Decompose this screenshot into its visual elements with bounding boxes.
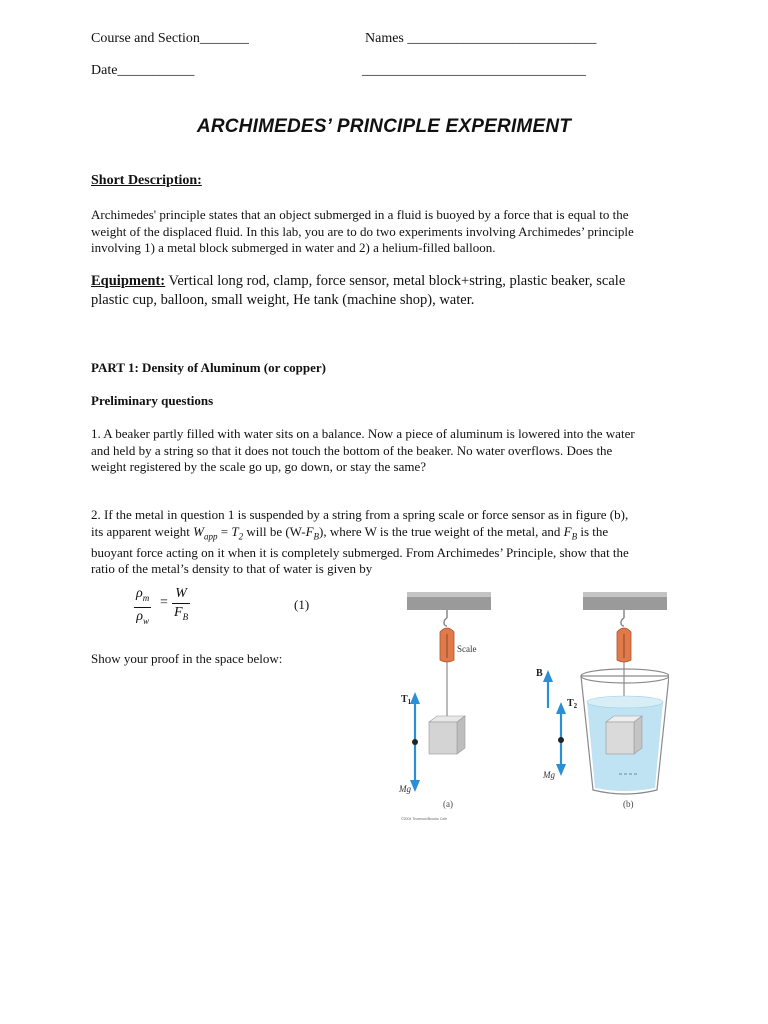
question-2-line: 2. If the metal in question 1 is suspended by a string from a spring scale or force sensor as in figure (b), (91, 507, 629, 522)
question-1-line: weight registered by the scale go up, go down, or stay the same? (91, 459, 427, 474)
rho-w: ρ (136, 608, 143, 624)
buoyant-force-subscript: B (182, 611, 189, 622)
equipment-label: Equipment: (91, 273, 166, 289)
equipment-section (91, 272, 691, 310)
caption-b: (b) (623, 799, 634, 809)
hook-icon (444, 610, 447, 626)
density-ratio-lhs (134, 585, 151, 630)
buoyant-arrow (543, 670, 553, 682)
figure-credit: ©2004 Thomson/Brooks Cole (401, 817, 447, 821)
question-1-line: 1. A beaker partly filled with water sits on a balance. Now a piece of aluminum is lowered into the water (91, 426, 635, 441)
figure-illustration (393, 590, 669, 824)
tension-arrow-b (556, 702, 566, 714)
weight-symbol: W (175, 586, 187, 601)
hook-icon (621, 610, 624, 626)
names-label: Names ___________________________ (365, 31, 597, 46)
mg-label-b: Mg (543, 770, 555, 780)
short-description-text (91, 207, 691, 257)
caption-a: (a) (443, 799, 453, 809)
short-description-line: Archimedes' principle states that an object submerged in a fluid is buoyed by a force that is equal to the (91, 207, 629, 222)
preliminary-heading: Preliminary questions (91, 393, 214, 408)
equipment-line-1: Vertical long rod, clamp, force sensor, metal block+string, plastic beaker, scale (165, 273, 626, 289)
density-ratio-rhs (172, 585, 190, 626)
metal-block-a (429, 722, 457, 754)
names-second-line: ________________________________ (362, 63, 586, 78)
question-2-line: buoyant force acting on it when it is completely submerged. From Archimedes’ Principle, show that the (91, 544, 629, 560)
short-description-heading: Short Description: (91, 173, 202, 188)
rho-w-subscript: w (142, 615, 149, 626)
part1-heading: PART 1: Density of Aluminum (or copper) (91, 360, 326, 375)
buoyant-force-symbol: F (174, 605, 183, 620)
question-2-line: its apparent weight $W_{app} = T_2$ will be $(W-F_B)$, where W is the true weight of the metal, and $F_B$ is the (91, 523, 609, 542)
page-title: ARCHIMEDES’ PRINCIPLE EXPERIMENT (196, 116, 572, 137)
question-2 (91, 507, 691, 578)
t2-label: $T_2$ (567, 698, 578, 710)
gravity-arrow-b (556, 764, 566, 776)
metal-block-b (606, 722, 634, 754)
equals-sign: = (160, 595, 168, 610)
rho-m-subscript: m (142, 592, 150, 603)
short-description-line: involving 1) a metal block submerged in water and 2) a helium-filled balloon. (91, 240, 496, 255)
question-2-line: ratio of the metal’s density to that of water is given by (91, 561, 373, 577)
equipment-line-2: plastic cup, balloon, small weight, He tank (machine shop), water. (91, 292, 475, 308)
equation-number: (1) (294, 597, 310, 612)
course-section-label: Course and Section_______ (91, 31, 249, 46)
mg-label-a: Mg (399, 784, 411, 794)
short-description-line: weight of the displaced fluid. In this lab, you are to do two experiments involving Archimedes’ principle (91, 223, 634, 239)
gravity-arrow-a (410, 780, 420, 792)
rho-m: ρ (136, 586, 143, 601)
question-1 (91, 426, 691, 476)
proof-prompt: Show your proof in the space below: (91, 651, 283, 666)
scale-label: Scale (457, 644, 477, 654)
question-1-line: and held by a string so that it does not touch the bottom of the beaker. No water overflows. Does the (91, 442, 613, 458)
date-label: Date___________ (91, 63, 195, 78)
t1-label: $T_1$ (401, 694, 412, 706)
b-label: B (536, 668, 543, 679)
archimedes-figure (393, 590, 669, 824)
tension-arrow-a (410, 692, 420, 704)
